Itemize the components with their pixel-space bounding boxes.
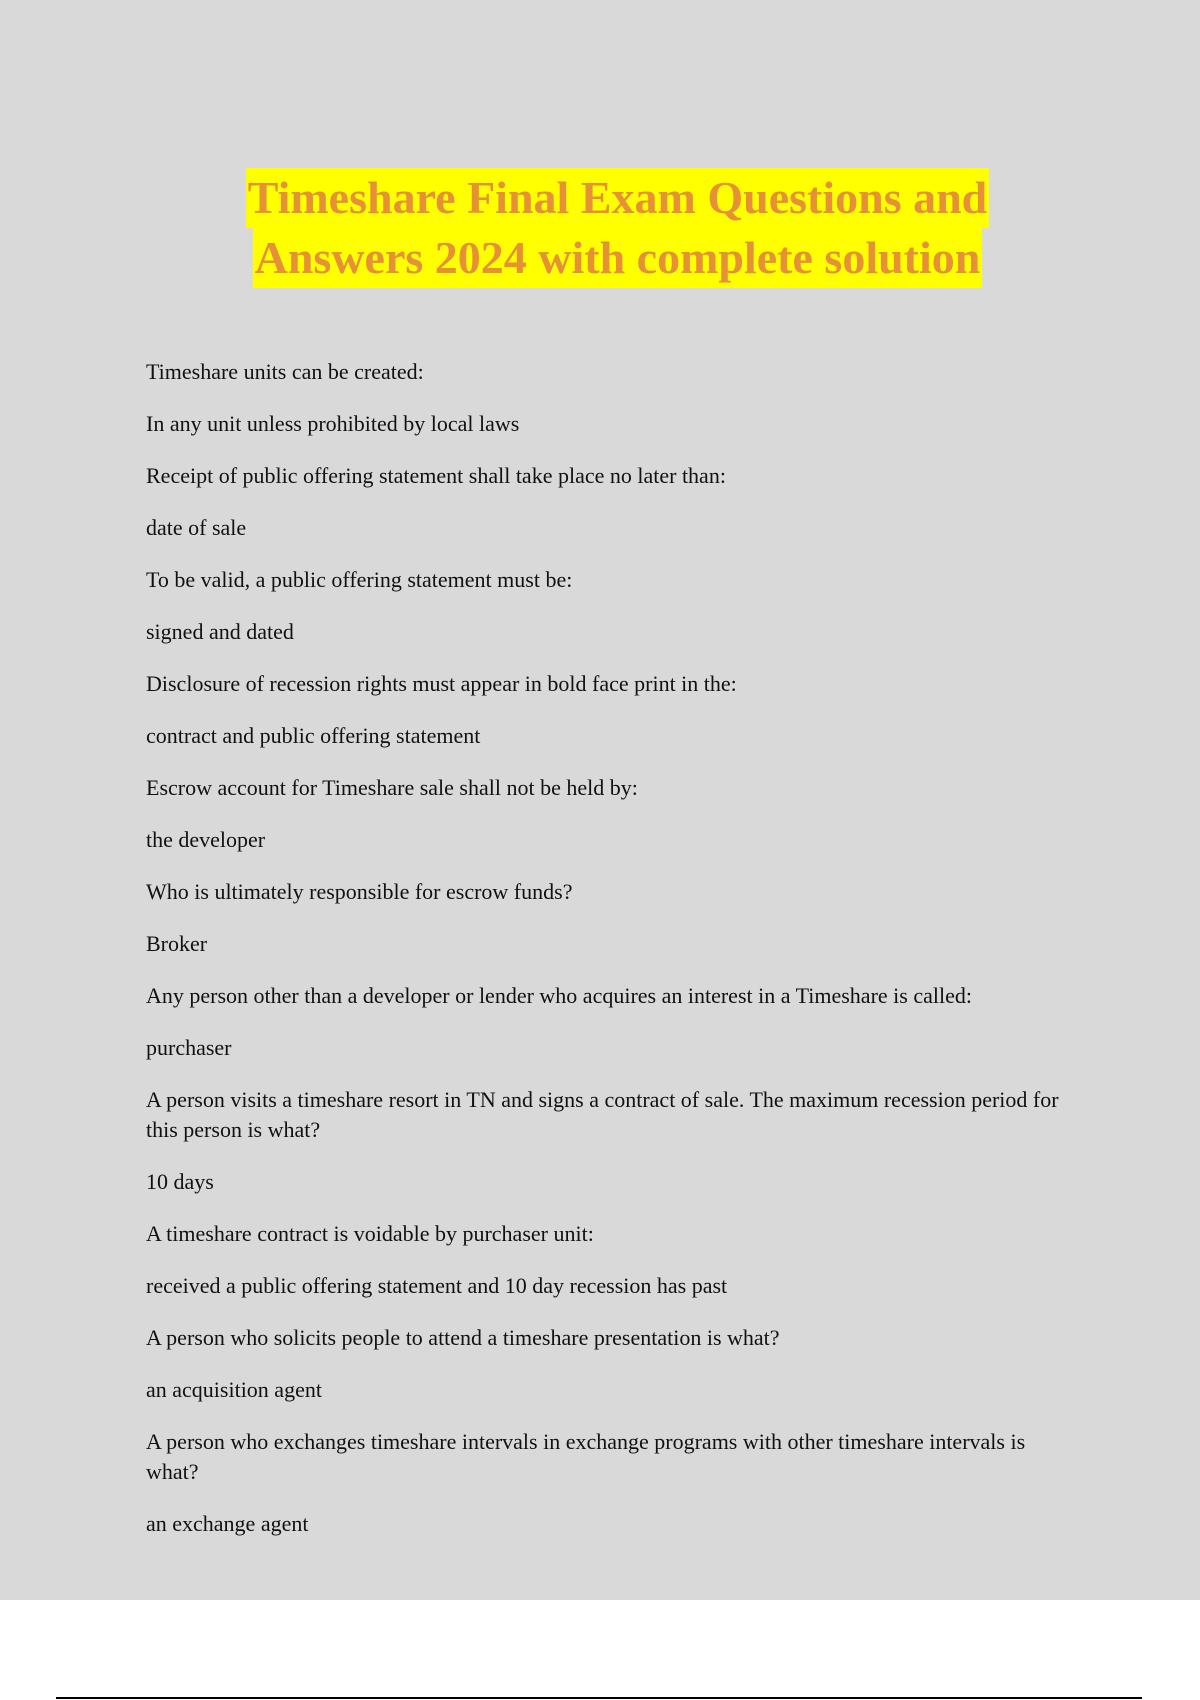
question-text: Escrow account for Timeshare sale shall not be held by: [146,775,638,800]
question-text: To be valid, a public offering statement must be: [146,567,573,592]
answer-text: 10 days [146,1169,214,1194]
answer-text: an acquisition agent [146,1377,322,1402]
question-text: A timeshare contract is voidable by purchaser unit: [146,1221,594,1246]
answer-text: In any unit unless prohibited by local laws [146,411,520,436]
question-text: A person who solicits people to attend a timeshare presentation is what? [146,1325,780,1350]
question-text: Receipt of public offering statement shall take place no later than: [146,463,726,488]
document-title [0,168,1200,288]
answer-text: an exchange agent [146,1511,309,1536]
title-line-2: Answers 2024 with complete solution [253,228,983,288]
question-text: A person who exchanges timeshare intervals in exchange programs with other timeshare intervals is what? [146,1429,1026,1484]
question-text: Who is ultimately responsible for escrow funds? [146,879,573,904]
answer-text: received a public offering statement and 10 day recession has past [146,1273,728,1298]
answer-text: signed and dated [146,619,294,644]
question-text: Any person other than a developer or lender who acquires an interest in a Timeshare is called: [146,983,972,1008]
answer-text: contract and public offering statement [146,723,481,748]
question-text: Disclosure of recession rights must appear in bold face print in the: [146,671,737,696]
answer-text: date of sale [146,515,247,540]
title-line-1: Timeshare Final Exam Questions and [246,168,990,228]
question-text: A person visits a timeshare resort in TN and signs a contract of sale. The maximum recession period for this person is what? [146,1087,1059,1142]
footer-divider [56,1697,1142,1699]
question-text: Timeshare units can be created: [146,359,424,384]
qa-list [146,335,1076,1555]
answer-text: Broker [146,931,208,956]
answer-text: purchaser [146,1035,232,1060]
answer-text: the developer [146,827,266,852]
